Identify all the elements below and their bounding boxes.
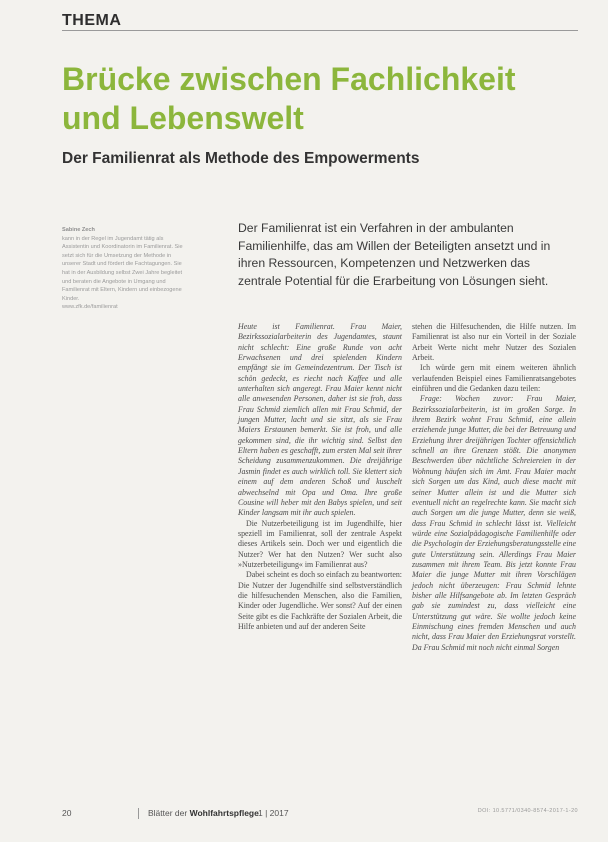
doi-text: DOI: 10.5771/0340-8574-2017-1-20 — [477, 808, 578, 814]
body-column-2 — [412, 322, 576, 653]
body-column-1 — [238, 322, 402, 632]
journal-name — [148, 808, 259, 818]
author-name: Sabine Zech — [62, 227, 95, 233]
body-paragraph: Heute ist Familienrat. Frau Maier, Bezirkssozialarbeiterin des Jugendamtes, staunt nicht schlecht: Eine große Runde von acht Erwachsenen und drei spielenden Kindern empfängt sie im Gemeindezentrum. Der Tisch ist schön gedeckt, es riecht nach Kaffee und alle unterhalten sich angeregt. Frau Maier kennt nicht alle anwesenden Personen, daher ist sie froh, dass Frau Schmid ziemlich allen mit Frau Schmid, der jungen Mutter, lacht und sie sitzt, als sie Frau Maiers Erstaunen bemerkt. Sie ist froh, und alle gekommen sind, die ihr wichtig sind. Selbst den Eltern haben es geschafft, zum ersten Mal seit ihrer Scheidung zusammenzukommen. Die dreijährige Jasmin findet es auch wirklich toll. Sie klettert sich einem auf dem anderen Schoß und kuschelt abwechselnd mit Opa und Oma. Ihre große Cousine will heber mit den Babys spielen, und seit Kinder langsam mit ihr auch spielen. — [238, 322, 402, 518]
body-paragraph: Ich würde gern mit einem weiteren ähnlich verlaufenden Beispiel eines Familienratsangebotes einführen und die Gedanken dazu teilen: — [412, 363, 576, 394]
page-footer — [62, 808, 578, 820]
article-title: Brücke zwischen Fachlichkeit und Lebenswelt — [62, 61, 516, 136]
issue-number: 1 | 2017 — [258, 808, 289, 818]
body-paragraph: stehen die Hilfesuchenden, die Hilfe nutzen. Im Familienrat ist also nur ein Vorteil in der Soziale Arbeit Werte nicht mehr Nutzer des Sozialen Arbeit. — [412, 322, 576, 363]
body-paragraph: Frage: Wochen zuvor: Frau Maier, Bezirkssozialarbeiterin, ist im großen Sorge. In ihrem Bezirk wohnt Frau Schmid, eine allein erziehende junge Mutter, die bei der Betreuung und Erziehung ihrer dreijährigen Tochter offensichtlich schnell an ihre Grenzen stößt. Die anonymen Beschwerden über nächtliche Schreiereien in der Wohnung häufen sich im Amt. Frau Maier macht sich Sorgen um das Kind, auch diese macht mit seiner Mutter allein ist und die Mutter sich eventuell nicht an regelrechte kann. Sie macht sich auch Sorgen um die junge Mutter, denn sie weiß, dass Frau Schmid in schlecht lässt ist. Vielleicht würde eine Sozialpädagogische Familienhilfe oder die Psychologin der Erziehungsberatungsstelle eine gute Unterstützung sein. Allerdings Frau Maier zusammen mit ihrem Team. Bis jetzt konnte Frau Maier die junge Mutter mit ihren Vorschlägen jedoch nicht überzeugen: Frau Schmid lehnte bisher alle Hilfsangebote ab. Im letzten Gespräch gab sie zumindest zu, dass vielleicht eine Unterstützung gut wäre. Sie wollte jedoch keine Einmischung eines fremden Menschen und auch nicht, dass Frau Maier den Erziehungsrat vorstellt. Da Frau Schmid mit noch nicht einmal Sorgen — [412, 394, 576, 652]
page-number: 20 — [62, 808, 72, 818]
author-bio: kann in der Regel im Jugendamt tätig als Assistentin und Koordinatorin im Familienrat. Sie setzt sich für die Umsetzung der Methode in unserer Stadt und fördert die Fachtagungen. Sie hat in der Ausbildung selbst Zwei Jahre begleitet und beraten die Angebote in Umgang und Familienrat mit Eltern, Kindern und einbezogene Kinder. — [62, 235, 183, 302]
journal-bold: Wohlfahrtspflege — [189, 808, 259, 818]
footer-divider — [138, 808, 139, 819]
author-info — [62, 226, 184, 312]
article-lead: Der Familienrat ist ein Verfahren in der ambulanten Familienhilfe, das am Willen der Beteiligten ansetzt und in ihren Ressourcen, Kompetenzen und Netzwerken das zentrale Potential für die Erarbeitung von Lösungen sieht. — [238, 221, 551, 288]
journal-prefix: Blätter der — [148, 808, 190, 818]
body-paragraph: Dabei scheint es doch so einfach zu beantworten: Die Nutzer der Jugendhilfe sind selbstverständlich die hilfesuchenden Menschen, also die Familien, Kinder oder Jugendliche. Wer sonst? Auf der einen Seite gibt es die Fachkräfte der Sozialen Arbeit, die Hilfe anbieten und auf der anderen Seite — [238, 570, 402, 631]
body-paragraph: Die Nutzerbeteiligung ist im Jugendhilfe, hier speziell im Familienrat, soll der zentrale Aspekt dieses Artikels sein. Doch wer und eigentlich die Nutzer? Wer hat den Nutzen? Wer sucht also »Nutzerbeteiligung« im Familienrat aus? — [238, 518, 402, 569]
section-label: THEMA — [62, 12, 122, 29]
header-rule — [62, 30, 578, 31]
article-subtitle: Der Familienrat als Methode des Empowerments — [62, 150, 420, 167]
author-email: www.zfk.de/familienrat — [62, 304, 118, 311]
